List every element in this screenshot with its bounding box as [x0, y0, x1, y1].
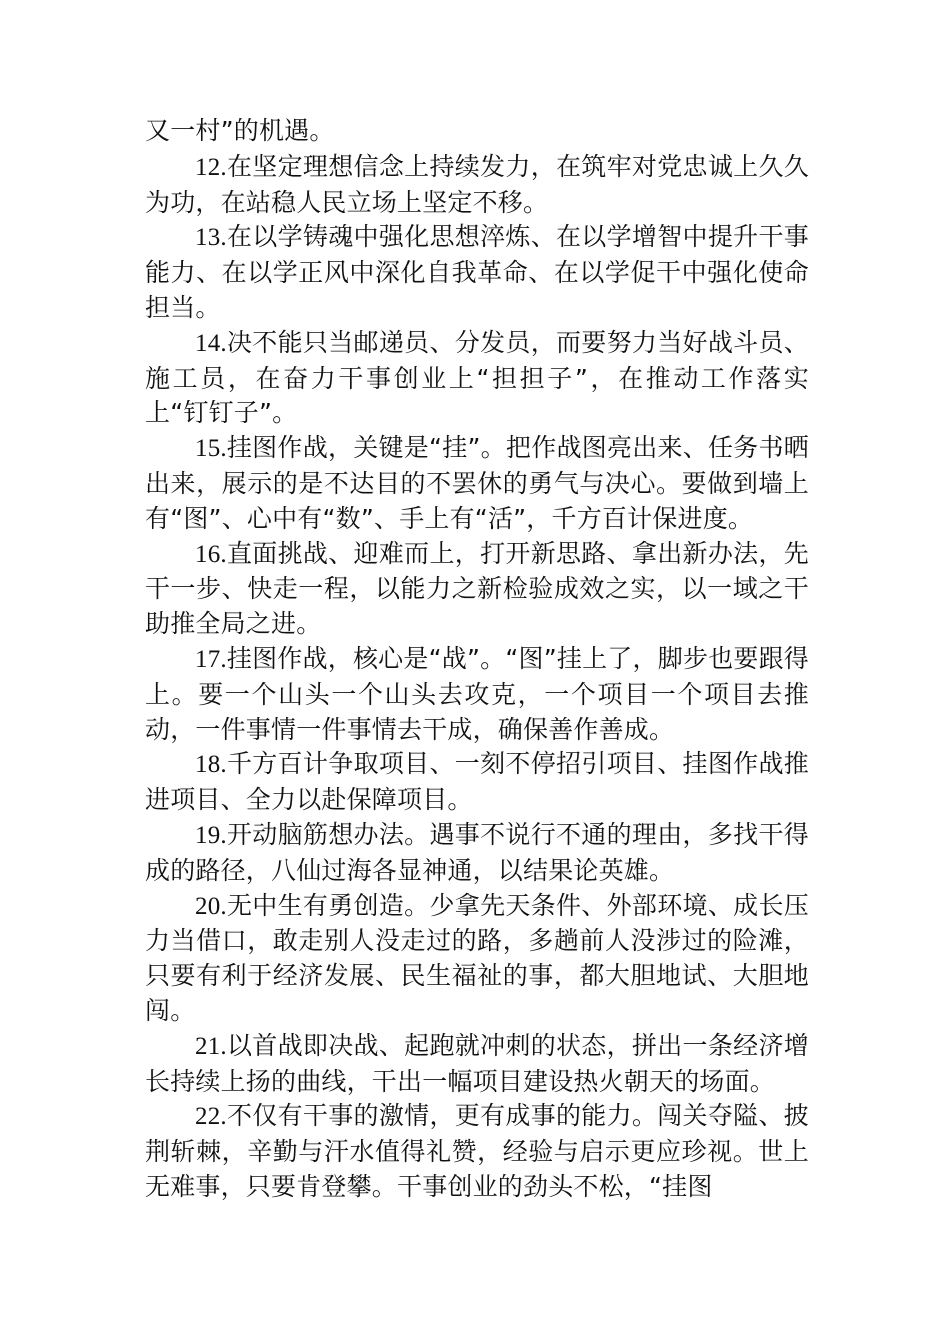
paragraph-text: 决不能只当邮递员、分发员，而要努力当好战斗员、施工员，在奋力干事创业上“担担子”，在推动工作落实上“钉钉子”。	[145, 327, 809, 428]
paragraph-number: 14.	[195, 329, 227, 357]
paragraph-18	[145, 747, 809, 818]
paragraph-text: 挂图作战，核心是“战”。“图”挂上了，脚步也要跟得上。要一个山头一个山头去攻克，一个项目一个项目去推动，一件事情一件事情去干成，确保善作善成。	[145, 643, 809, 744]
paragraph-number: 19.	[195, 821, 227, 849]
paragraph-21	[145, 1029, 809, 1100]
paragraph-17	[145, 642, 809, 747]
paragraph-number: 16.	[195, 540, 227, 568]
paragraph-number: 22.	[195, 1103, 227, 1131]
paragraph-number: 21.	[195, 1032, 227, 1060]
paragraph-text: 以首战即决战、起跑就冲刺的状态，拼出一条经济增长持续上扬的曲线，干出一幅项目建设热火朝天的场面。	[145, 1030, 809, 1096]
paragraph-number: 12.	[195, 153, 227, 181]
paragraph-number: 15.	[195, 435, 227, 463]
paragraph-number: 18.	[195, 751, 227, 779]
paragraph-text: 千方百计争取项目、一刻不停招引项目、挂图作战推进项目、全力以赴保障项目。	[145, 749, 809, 815]
paragraph-20	[145, 889, 809, 1029]
paragraph-text: 在以学铸魂中强化思想淬炼、在以学增智中提升干事能力、在以学正风中深化自我革命、在以学促干中强化使命担当。	[145, 222, 809, 322]
paragraph-text: 直面挑战、迎难而上，打开新思路、拿出新办法，先干一步、快走一程，以能力之新检验成效之实，以一域之干助推全局之进。	[145, 538, 809, 639]
paragraph-continuation	[145, 114, 809, 150]
paragraph-text: 在坚定理想信念上持续发力，在筑牢对党忠诚上久久为功，在站稳人民立场上坚定不移。	[145, 151, 809, 217]
paragraph-number: 20.	[195, 892, 227, 920]
paragraph-text: 又一村”的机遇。	[145, 116, 335, 145]
paragraph-number: 17.	[195, 645, 227, 673]
paragraph-14	[145, 326, 809, 431]
paragraph-19	[145, 818, 809, 889]
paragraph-16	[145, 537, 809, 642]
paragraph-number: 13.	[195, 224, 227, 252]
paragraph-text: 挂图作战，关键是“挂”。把作战图亮出来、任务书晒出来，展示的是不达目的不罢休的勇气与决心。要做到墙上有“图”、心中有“数”、手上有“活”，千方百计保进度。	[145, 433, 809, 533]
paragraph-15	[145, 431, 809, 536]
paragraph-22	[145, 1099, 809, 1204]
paragraph-text: 不仅有干事的激情，更有成事的能力。闯关夺隘、披荆斩棘，辛勤与汗水值得礼赞，经验与启示更应珍视。世上无难事，只要肯登攀。干事创业的劲头不松，“挂图	[145, 1101, 809, 1201]
paragraph-12	[145, 150, 809, 221]
document-body	[145, 114, 809, 1205]
paragraph-13	[145, 220, 809, 325]
paragraph-text: 无中生有勇创造。少拿先天条件、外部环境、成长压力当借口，敢走别人没走过的路，多趟前人没涉过的险滩，只要有利于经济发展、民生福祉的事，都大胆地试、大胆地闯。	[145, 890, 809, 1025]
paragraph-text: 开动脑筋想办法。遇事不说行不通的理由，多找干得成的路径，八仙过海各显神通，以结果论英雄。	[145, 819, 809, 885]
